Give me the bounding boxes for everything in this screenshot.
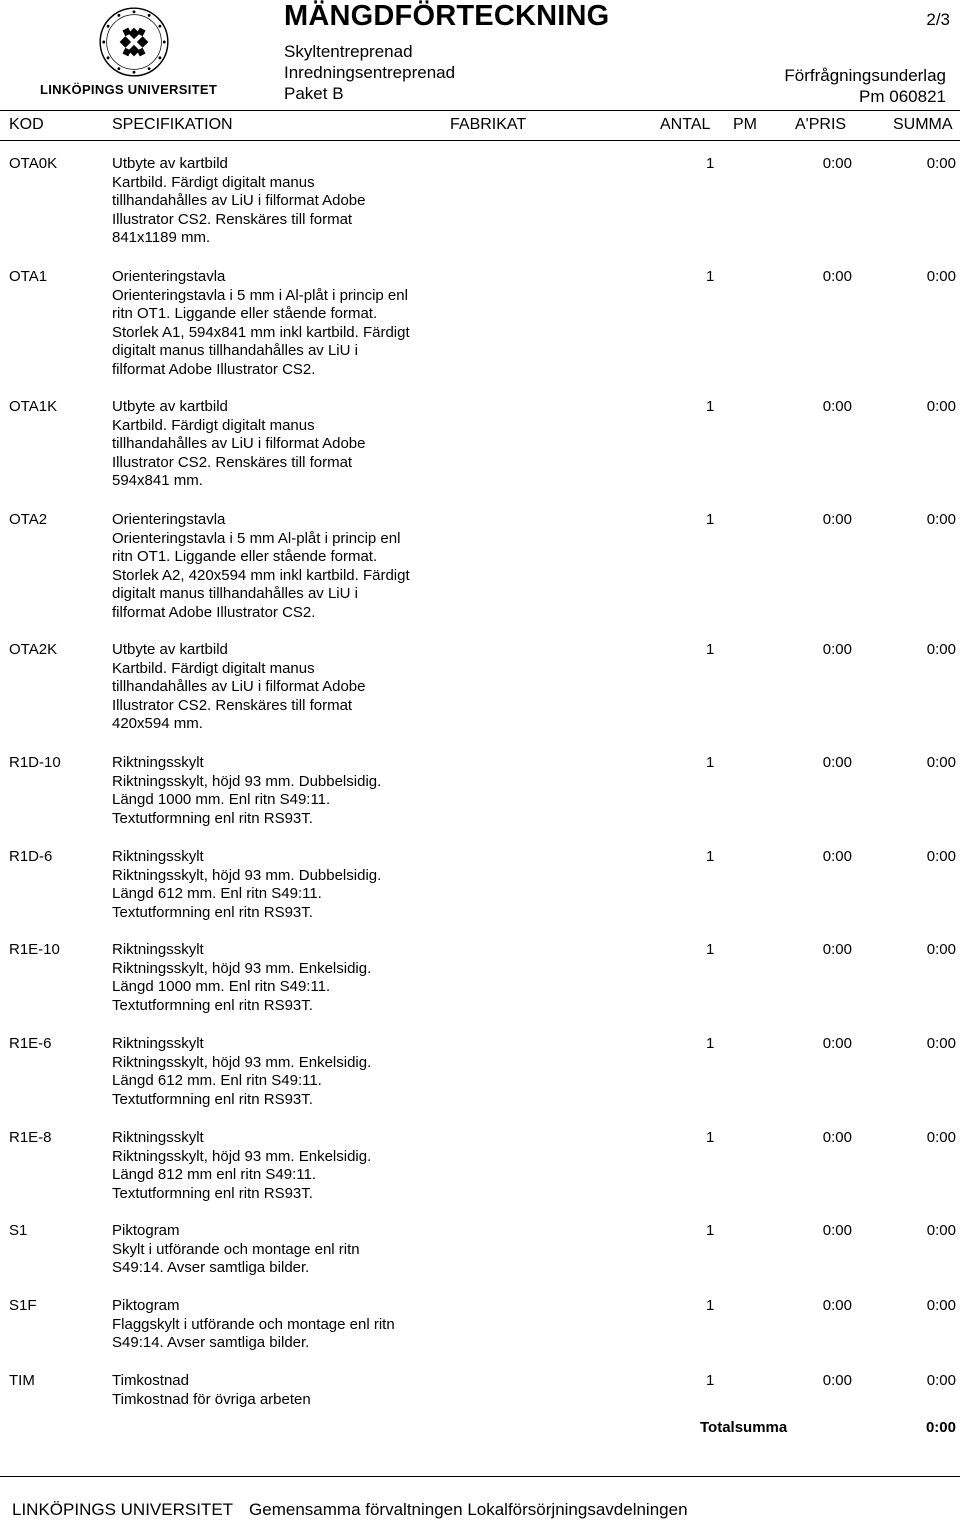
row-desc-line: tillhandahålles av LiU i filformat Adobe: [112, 678, 366, 696]
footer-org: LINKÖPINGS UNIVERSITET: [12, 1500, 234, 1519]
row-desc-line: 594x841 mm.: [112, 472, 203, 490]
row-desc-line: ritn OT1. Liggande eller stående format.: [112, 548, 378, 566]
total-value: 0:00: [925, 1419, 956, 1436]
row-specification: [112, 941, 371, 1015]
row-desc-line: Längd 612 mm. Enl ritn S49:11.: [112, 1072, 322, 1090]
row-desc-line: tillhandahålles av LiU i filformat Adobe: [112, 192, 366, 210]
row-quantity: 1: [706, 848, 715, 865]
document-status: Förfrågningsunderlag: [784, 66, 946, 85]
row-title: Orienteringstavla: [112, 511, 226, 528]
row-quantity: 1: [706, 268, 715, 285]
footer-rule: [0, 1476, 960, 1477]
row-desc-line: Längd 812 mm enl ritn S49:11.: [112, 1166, 317, 1184]
row-desc-line: Illustrator CS2. Renskäres till format: [112, 453, 353, 471]
row-unit-price: 0:00: [822, 1129, 852, 1146]
row-code: R1E-10: [9, 941, 60, 958]
row-desc-line: Textutformning enl ritn RS93T.: [112, 903, 313, 921]
row-desc-line: Storlek A1, 594x841 mm inkl kartbild. Färdigt: [112, 323, 410, 341]
contract-type-2: Inredningsentreprenad: [284, 63, 456, 82]
row-specification: [112, 1372, 311, 1409]
row-desc-line: ritn OT1. Liggande eller stående format.: [112, 305, 378, 323]
row-unit-price: 0:00: [822, 641, 852, 658]
row-quantity: 1: [706, 941, 715, 958]
row-code: OTA2K: [9, 641, 58, 658]
row-specification: [112, 155, 365, 248]
row-sum: 0:00: [926, 155, 956, 172]
row-desc-line: Riktningsskylt, höjd 93 mm. Dubbelsidig.: [112, 772, 382, 790]
row-desc-line: Orienteringstavla i 5 mm i Al-plåt i princip enl: [112, 286, 408, 304]
row-desc-line: Riktningsskylt, höjd 93 mm. Enkelsidig.: [112, 1053, 372, 1071]
row-unit-price: 0:00: [822, 941, 852, 958]
row-code: S1: [9, 1222, 28, 1239]
row-desc-line: Flaggskylt i utförande och montage enl ritn: [112, 1315, 395, 1333]
row-quantity: 1: [706, 754, 715, 771]
row-desc-line: Textutformning enl ritn RS93T.: [112, 996, 313, 1014]
row-title: Piktogram: [112, 1297, 180, 1314]
col-summa: SUMMA: [893, 116, 953, 133]
university-seal-icon: [98, 6, 170, 78]
row-sum: 0:00: [926, 1222, 956, 1239]
total-label: Totalsumma: [700, 1419, 788, 1436]
row-sum: 0:00: [926, 641, 956, 658]
row-code: R1D-6: [9, 848, 53, 865]
row-sum: 0:00: [926, 1035, 956, 1052]
row-code: R1E-6: [9, 1035, 52, 1052]
row-desc-line: tillhandahålles av LiU i filformat Adobe: [112, 435, 366, 453]
logo-wordmark: LINKÖPINGS UNIVERSITET: [40, 82, 218, 97]
row-unit-price: 0:00: [822, 268, 852, 285]
row-specification: [112, 511, 410, 623]
row-sum: 0:00: [926, 848, 956, 865]
row-quantity: 1: [706, 398, 715, 415]
row-specification: [112, 1035, 371, 1109]
row-quantity: 1: [706, 511, 715, 528]
row-title: Utbyte av kartbild: [112, 641, 228, 658]
row-specification: [112, 268, 410, 380]
row-desc-line: filformat Adobe Illustrator CS2.: [112, 360, 316, 378]
row-desc-line: S49:14. Avser samtliga bilder.: [112, 1334, 310, 1352]
row-sum: 0:00: [926, 1129, 956, 1146]
package-label: Paket B: [284, 84, 344, 103]
row-quantity: 1: [706, 1297, 715, 1314]
row-desc-line: Textutformning enl ritn RS93T.: [112, 1090, 313, 1108]
row-quantity: 1: [706, 1129, 715, 1146]
row-code: OTA2: [9, 511, 48, 528]
row-code: TIM: [9, 1372, 35, 1389]
row-desc-line: Kartbild. Färdigt digitalt manus: [112, 173, 315, 191]
row-title: Riktningsskylt: [112, 941, 204, 958]
row-specification: [112, 1222, 360, 1278]
row-unit-price: 0:00: [822, 511, 852, 528]
row-sum: 0:00: [926, 398, 956, 415]
row-unit-price: 0:00: [822, 398, 852, 415]
row-code: OTA0K: [9, 155, 58, 172]
page-number: 2/3: [926, 10, 950, 29]
row-quantity: 1: [706, 1372, 715, 1389]
row-sum: 0:00: [926, 1297, 956, 1314]
header-bottom-rule: [0, 140, 960, 141]
row-title: Riktningsskylt: [112, 848, 204, 865]
row-specification: [112, 754, 381, 828]
row-title: Utbyte av kartbild: [112, 398, 228, 415]
row-specification: [112, 848, 381, 922]
row-desc-line: S49:14. Avser samtliga bilder.: [112, 1259, 310, 1277]
row-quantity: 1: [706, 1222, 715, 1239]
header-top-rule: [0, 110, 960, 111]
row-unit-price: 0:00: [822, 1372, 852, 1389]
row-desc-line: digitalt manus tillhandahålles av LiU i: [112, 585, 358, 603]
row-title: Riktningsskylt: [112, 1035, 204, 1052]
row-desc-line: 841x1189 mm.: [112, 229, 211, 247]
row-quantity: 1: [706, 155, 715, 172]
document-date: Pm 060821: [859, 87, 946, 106]
row-desc-line: Kartbild. Färdigt digitalt manus: [112, 659, 315, 677]
contract-type-1: Skyltentreprenad: [284, 42, 413, 61]
row-desc-line: Längd 612 mm. Enl ritn S49:11.: [112, 885, 322, 903]
row-quantity: 1: [706, 641, 715, 658]
row-code: OTA1: [9, 268, 48, 285]
row-desc-line: 420x594 mm.: [112, 715, 203, 733]
row-desc-line: Riktningsskylt, höjd 93 mm. Dubbelsidig.: [112, 866, 382, 884]
row-title: Timkostnad: [112, 1372, 189, 1389]
row-unit-price: 0:00: [822, 1035, 852, 1052]
row-unit-price: 0:00: [822, 848, 852, 865]
row-desc-line: Skylt i utförande och montage enl ritn: [112, 1240, 360, 1258]
row-unit-price: 0:00: [822, 155, 852, 172]
row-desc-line: Textutformning enl ritn RS93T.: [112, 809, 313, 827]
col-specifikation: SPECIFIKATION: [112, 116, 233, 133]
footer: [12, 1500, 688, 1520]
col-pm: PM: [733, 116, 757, 133]
row-desc-line: Längd 1000 mm. Enl ritn S49:11.: [112, 791, 331, 809]
row-desc-line: Riktningsskylt, höjd 93 mm. Enkelsidig.: [112, 1147, 372, 1165]
row-code: OTA1K: [9, 398, 58, 415]
col-antal: ANTAL: [660, 116, 711, 133]
row-title: Riktningsskylt: [112, 754, 204, 771]
row-sum: 0:00: [926, 941, 956, 958]
row-sum: 0:00: [926, 511, 956, 528]
col-apris: A'PRIS: [795, 116, 847, 133]
row-desc-line: Illustrator CS2. Renskäres till format: [112, 696, 353, 714]
row-desc-line: Orienteringstavla i 5 mm Al-plåt i princip enl: [112, 529, 401, 547]
row-specification: [112, 1297, 395, 1353]
row-code: S1F: [9, 1297, 37, 1314]
row-specification: [112, 1129, 371, 1203]
row-desc-line: Riktningsskylt, höjd 93 mm. Enkelsidig.: [112, 959, 372, 977]
row-title: Utbyte av kartbild: [112, 155, 228, 172]
row-desc-line: filformat Adobe Illustrator CS2.: [112, 603, 316, 621]
row-specification: [112, 398, 365, 491]
row-specification: [112, 641, 365, 734]
row-sum: 0:00: [926, 1372, 956, 1389]
row-sum: 0:00: [926, 754, 956, 771]
row-title: Piktogram: [112, 1222, 180, 1239]
row-sum: 0:00: [926, 268, 956, 285]
col-fabrikat: FABRIKAT: [450, 116, 527, 133]
row-desc-line: Textutformning enl ritn RS93T.: [112, 1184, 313, 1202]
document-title: MÄNGDFÖRTECKNING: [284, 0, 610, 32]
row-code: R1D-10: [9, 754, 61, 771]
row-unit-price: 0:00: [822, 754, 852, 771]
row-quantity: 1: [706, 1035, 715, 1052]
row-desc-line: Illustrator CS2. Renskäres till format: [112, 210, 353, 228]
university-logo: [40, 6, 230, 96]
col-kod: KOD: [9, 116, 44, 133]
row-desc-line: Längd 1000 mm. Enl ritn S49:11.: [112, 978, 331, 996]
footer-dept: Gemensamma förvaltningen Lokalförsörjningsavdelningen: [249, 1500, 688, 1519]
row-desc-line: Timkostnad för övriga arbeten: [112, 1390, 311, 1408]
row-title: Riktningsskylt: [112, 1129, 204, 1146]
row-desc-line: Kartbild. Färdigt digitalt manus: [112, 416, 315, 434]
row-unit-price: 0:00: [822, 1222, 852, 1239]
row-code: R1E-8: [9, 1129, 52, 1146]
row-desc-line: digitalt manus tillhandahålles av LiU i: [112, 342, 358, 360]
row-title: Orienteringstavla: [112, 268, 226, 285]
row-unit-price: 0:00: [822, 1297, 852, 1314]
row-desc-line: Storlek A2, 420x594 mm inkl kartbild. Färdigt: [112, 566, 410, 584]
